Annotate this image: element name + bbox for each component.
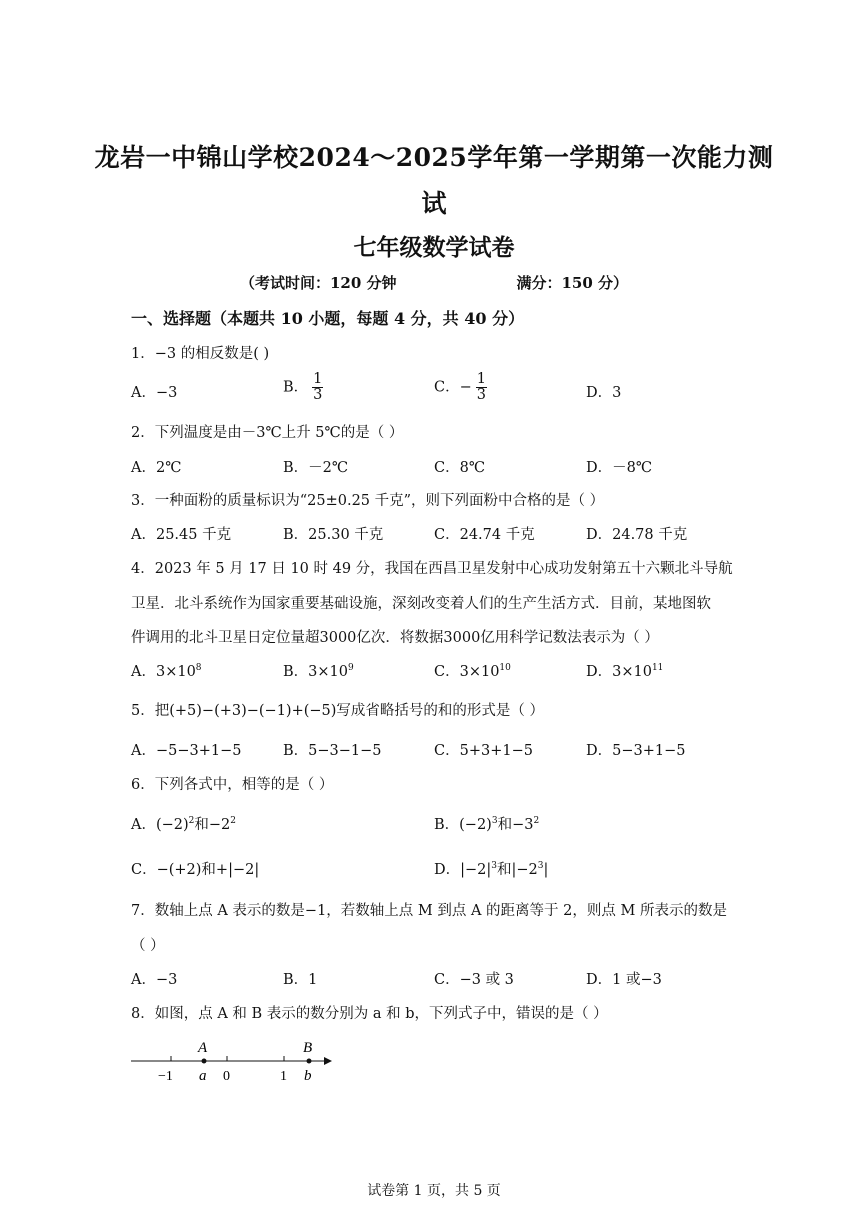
point-b-label: B xyxy=(303,1040,313,1056)
q1-b-den: 3 xyxy=(313,387,323,404)
q1-c-num: 1 xyxy=(476,371,486,387)
q1-c-label: C．− xyxy=(434,379,472,396)
q6-option-d xyxy=(434,858,548,879)
q6-option-b xyxy=(434,813,539,834)
q3-option-b: B．25.30 千克 xyxy=(283,527,384,543)
q6-a-part1: A．(−2) xyxy=(131,817,189,833)
q6-a-part2: 和−2 xyxy=(194,817,231,833)
q1-option-c xyxy=(434,372,487,403)
q6-b-exp2: 2 xyxy=(533,816,540,827)
q6-option-c: C．−(+2)和+|−2| xyxy=(131,862,260,878)
point-b-dot xyxy=(307,1059,312,1064)
point-a-dot xyxy=(202,1059,207,1064)
exam-subtitle: 七年级数学试卷 xyxy=(353,234,515,261)
q4-c-base: C．3×10 xyxy=(434,664,500,680)
point-a-label: A xyxy=(198,1040,208,1056)
q1-option-b xyxy=(283,372,323,403)
q6-option-a xyxy=(131,813,236,834)
q4-b-exp: 9 xyxy=(347,663,354,674)
q1-b-num: 1 xyxy=(313,371,323,387)
q1-c-den: 3 xyxy=(476,387,486,404)
q1-option-a: A．−3 xyxy=(131,385,178,401)
exam-time: （考试时间：120 分钟 xyxy=(239,274,397,292)
question-2-stem: 2．下列温度是由－3℃上升 5℃的是（ ） xyxy=(131,425,404,441)
value-label-b: b xyxy=(304,1068,312,1084)
q6-b-exp1: 3 xyxy=(491,816,498,827)
question-3-stem: 3．一种面粉的质量标识为“25±0.25 千克”，则下列面粉中合格的是（ ） xyxy=(131,493,605,509)
q6-a-exp1: 2 xyxy=(188,816,195,827)
q4-b-base: B．3×10 xyxy=(283,664,348,680)
exam-title-line1: 龙岩一中锦山学校2024～2025学年第一学期第一次能力测 xyxy=(94,143,774,172)
question-4-line1: 4．2023 年 5 月 17 日 10 时 49 分，我国在西昌卫星发射中心成功发射第五十六颗北斗导航 xyxy=(131,561,733,577)
question-7-line1: 7．数轴上点 A 表示的数是−1，若数轴上点 M 到点 A 的距离等于 2，则点 M 所表示的数是 xyxy=(131,903,727,919)
question-6-stem: 6．下列各式中，相等的是（ ） xyxy=(131,777,334,793)
q4-option-c xyxy=(434,660,511,681)
q4-option-a xyxy=(131,660,202,681)
question-1-stem: 1．−3 的相反数是( ) xyxy=(131,346,270,362)
q2-option-b: B．－2℃ xyxy=(283,460,349,476)
q6-d-exp2: 3 xyxy=(537,861,544,872)
tick-label-zero: 0 xyxy=(223,1069,230,1084)
question-4-line3: 件调用的北斗卫星日定位量超3000亿次．将数据3000亿用科学记数法表示为（ ） xyxy=(131,630,659,646)
page-footer: 试卷第 1 页，共 5 页 xyxy=(367,1183,501,1199)
q4-c-exp: 10 xyxy=(499,663,511,674)
q1-b-label: B． xyxy=(283,379,309,396)
exam-info xyxy=(0,272,868,293)
q5-option-a: A．−5−3+1−5 xyxy=(131,743,242,759)
q4-a-exp: 8 xyxy=(195,663,202,674)
q6-d-part1: D．|−2| xyxy=(434,862,492,878)
q1-c-fraction xyxy=(476,372,487,403)
q7-option-c: C．−3 或 3 xyxy=(434,972,514,988)
q2-option-a: A．2℃ xyxy=(131,460,182,476)
q4-option-d xyxy=(586,660,663,681)
q3-option-d: D．24.78 千克 xyxy=(586,527,688,543)
question-5-stem: 5．把(+5)−(+3)−(−1)+(−5)写成省略括号的和的形式是（ ） xyxy=(131,703,545,719)
question-8-stem: 8．如图，点 A 和 B 表示的数分别为 a 和 b，下列式子中，错误的是（ ） xyxy=(131,1006,608,1022)
q5-option-d: D．5−3+1−5 xyxy=(586,743,686,759)
q4-d-base: D．3×10 xyxy=(586,664,652,680)
exam-title-line2: 试 xyxy=(421,189,447,218)
q6-d-exp1: 3 xyxy=(491,861,498,872)
q4-a-base: A．3×10 xyxy=(131,664,196,680)
q1-option-d: D．3 xyxy=(586,385,622,401)
q3-option-a: A．25.45 千克 xyxy=(131,527,232,543)
question-7-line2: （ ） xyxy=(131,938,165,954)
q1-b-fraction xyxy=(312,372,323,403)
q6-d-part3: | xyxy=(543,862,549,878)
q2-option-d: D．－8℃ xyxy=(586,460,653,476)
tick-label-minus-one: −1 xyxy=(158,1069,173,1084)
q7-option-b: B．1 xyxy=(283,972,318,988)
q5-option-c: C．5+3+1−5 xyxy=(434,743,533,759)
tick-label-one: 1 xyxy=(280,1069,287,1084)
q6-a-exp2: 2 xyxy=(230,816,237,827)
q6-b-part2: 和−3 xyxy=(497,817,534,833)
q7-option-d: D．1 或−3 xyxy=(586,972,662,988)
q2-option-c: C．8℃ xyxy=(434,460,486,476)
q6-d-part2: 和|−2 xyxy=(497,862,538,878)
section-heading: 一、选择题（本题共 10 小题，每题 4 分，共 40 分） xyxy=(131,309,525,328)
question-4-line2: 卫星．北斗系统作为国家重要基础设施，深刻改变着人们的生产生活方式．目前，某地图软 xyxy=(131,596,711,612)
q4-option-b xyxy=(283,660,354,681)
exam-score: 满分：150 分） xyxy=(516,274,629,292)
q4-d-exp: 11 xyxy=(651,663,664,674)
q7-option-a: A．−3 xyxy=(131,972,178,988)
q6-b-part1: B．(−2) xyxy=(434,817,492,833)
q5-option-b: B．5−3−1−5 xyxy=(283,743,382,759)
value-label-a: a xyxy=(199,1068,207,1084)
number-line-figure xyxy=(126,1034,346,1086)
q3-option-c: C．24.74 千克 xyxy=(434,527,535,543)
axis-arrow xyxy=(324,1057,332,1065)
